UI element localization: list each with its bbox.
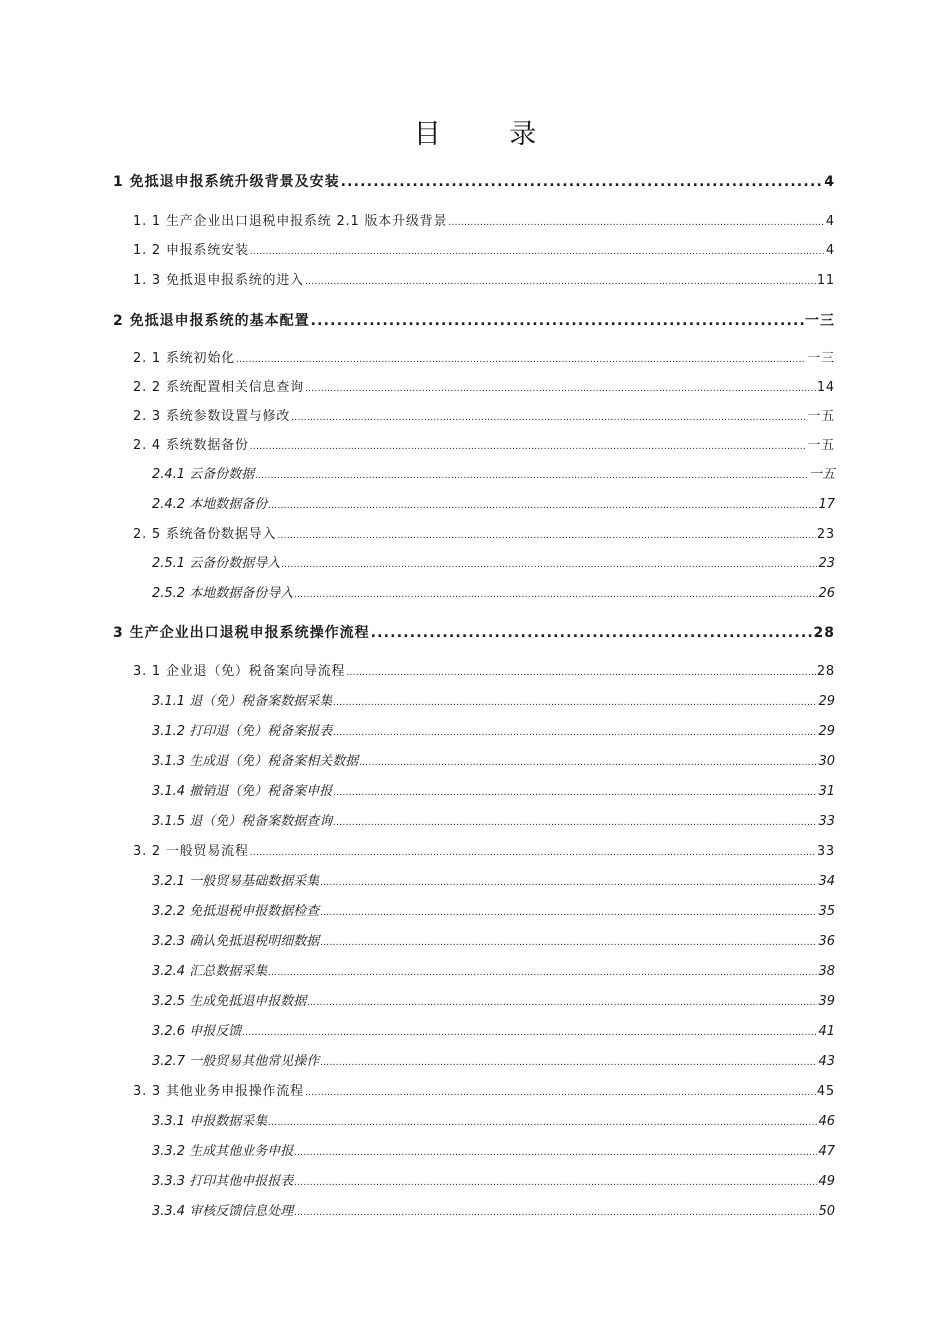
toc-entry-page: 31: [818, 784, 835, 799]
dot-leader: [320, 931, 817, 954]
dot-leader: [268, 1111, 817, 1134]
toc-entry-level2[interactable]: [133, 1081, 835, 1103]
toc-entry-level2[interactable]: [133, 211, 835, 233]
toc-entry-page: 43: [818, 1054, 835, 1069]
toc-entry-level3[interactable]: [152, 811, 835, 833]
toc-entry-page: 46: [818, 1114, 835, 1129]
dot-leader: [268, 494, 817, 517]
toc-entry-page: 4: [824, 174, 835, 190]
toc-entry-page: 47: [818, 1144, 835, 1159]
toc-entry-label: 3 生产企业出口退税申报系统操作流程: [113, 625, 370, 641]
toc-entry-label: 3.1.2 打印退（免）税备案报表: [152, 724, 333, 739]
toc-entry-page: 33: [818, 814, 835, 829]
toc-entry-label: 3. 3 其他业务申报操作流程: [133, 1084, 304, 1099]
toc-entry-label: 3.2.2 免抵退税申报数据检查: [152, 904, 320, 919]
dot-leader: [305, 1081, 816, 1104]
toc-entry-page: 11: [816, 273, 835, 288]
dot-leader: [320, 871, 817, 894]
toc-entry-level3[interactable]: [152, 961, 835, 983]
toc-entry-page: 一三: [805, 313, 835, 329]
toc-entry-level3[interactable]: [152, 1171, 835, 1193]
toc-entry-level2[interactable]: [133, 270, 835, 292]
dot-leader: [255, 464, 808, 487]
toc-entry-label: 3.1.5 退（免）税备案数据查询: [152, 814, 333, 829]
dot-leader: [291, 406, 806, 429]
toc-entry-page: 4: [825, 214, 835, 229]
toc-entry-page: 一五: [807, 438, 835, 453]
dot-leader: [333, 781, 817, 804]
toc-entry-label: 3.3.1 申报数据采集: [152, 1114, 268, 1129]
toc-entry-label: 3.2.4 汇总数据采集: [152, 964, 268, 979]
toc-entry-level2[interactable]: [133, 841, 835, 863]
toc-entry-label: 1. 1 生产企业出口退税申报系统 2.1 版本升级背景: [133, 214, 448, 229]
dot-leader: [250, 435, 807, 458]
toc-entry-level2[interactable]: [133, 524, 835, 546]
toc-entry-level3[interactable]: [152, 1201, 835, 1223]
toc-entry-label: 3.1.4 撤销退（免）税备案申报: [152, 784, 333, 799]
toc-entry-page: 一五: [807, 409, 835, 424]
toc-entry-page: 39: [818, 994, 835, 1009]
toc-entry-page: 29: [818, 694, 835, 709]
toc-entry-page: 38: [818, 964, 835, 979]
toc-entry-label: 2.4.2 本地数据备份: [152, 497, 268, 512]
toc-entry-page: 17: [818, 497, 835, 512]
dot-leader: [250, 240, 825, 263]
toc-entry-label: 1 免抵退申报系统升级背景及安装: [113, 174, 340, 190]
toc-entry-label: 1. 2 申报系统安装: [133, 243, 249, 258]
dot-leader: [294, 1201, 817, 1224]
dot-leader: [333, 721, 817, 744]
page-title: 目 录: [413, 119, 567, 150]
toc-entry-page: 45: [816, 1084, 835, 1099]
toc-entry-page: 35: [818, 904, 835, 919]
toc-entry-label: 2. 3 系统参数设置与修改: [133, 409, 291, 424]
toc-entry-label: 3.2.5 生成免抵退申报数据: [152, 994, 307, 1009]
toc-entry-label: 3.1.3 生成退（免）税备案相关数据: [152, 754, 359, 769]
dot-leader: [307, 991, 817, 1014]
toc-entry-label: 3.2.3 确认免抵退税明细数据: [152, 934, 320, 949]
toc-entry-page: 28: [813, 625, 835, 641]
toc-entry-label: 2.4.1 云备份数据: [152, 467, 255, 482]
toc-entry-level3[interactable]: [152, 464, 835, 486]
toc-entry-level2[interactable]: [133, 661, 835, 683]
dot-leader: [294, 583, 817, 606]
dot-leader: [448, 211, 825, 234]
toc-entry-level3[interactable]: [152, 1051, 835, 1073]
toc-entry-label: 2. 4 系统数据备份: [133, 438, 249, 453]
toc-entry-page: 一三: [807, 351, 835, 366]
dot-leader: [277, 524, 816, 547]
toc-entry-level3[interactable]: [152, 583, 835, 605]
dot-leader: [294, 1141, 817, 1164]
toc-entry-page: 34: [818, 874, 835, 889]
toc-entry-level3[interactable]: [152, 991, 835, 1013]
toc-entry-label: 1. 3 免抵退申报系统的进入: [133, 273, 304, 288]
toc-entry-label: 3.3.3 打印其他申报报表: [152, 1174, 294, 1189]
toc-entry-label: 3.1.1 退（免）税备案数据采集: [152, 694, 333, 709]
toc-entry-level1[interactable]: [113, 310, 835, 332]
toc-entry-level3[interactable]: [152, 901, 835, 923]
toc-entry-page: 28: [816, 664, 835, 679]
toc-entry-page: 30: [818, 754, 835, 769]
dot-leader: [371, 622, 813, 644]
dot-leader: [281, 553, 817, 576]
toc-entry-label: 3. 1 企业退（免）税备案向导流程: [133, 664, 346, 679]
toc-entry-level3[interactable]: [152, 931, 835, 953]
toc-entry-label: 2. 2 系统配置相关信息查询: [133, 380, 304, 395]
dot-leader: [305, 270, 816, 293]
toc-entry-level3[interactable]: [152, 553, 835, 575]
dot-leader: [236, 348, 806, 371]
dot-leader: [311, 310, 804, 332]
toc-entry-label: 2.5.2 本地数据备份导入: [152, 586, 294, 601]
toc-entry-label: 2.5.1 云备份数据导入: [152, 556, 281, 571]
dot-leader: [320, 1051, 817, 1074]
toc-entry-page: 14: [816, 380, 835, 395]
dot-leader: [268, 961, 817, 984]
toc-entry-page: 26: [818, 586, 835, 601]
dot-leader: [346, 661, 816, 684]
toc-entry-label: 3.3.2 生成其他业务申报: [152, 1144, 294, 1159]
toc-entry-level1[interactable]: [113, 171, 835, 193]
toc-entry-page: 4: [825, 243, 835, 258]
dot-leader: [242, 1021, 817, 1044]
toc-entry-level3[interactable]: [152, 1111, 835, 1133]
dot-leader: [359, 751, 817, 774]
toc-entry-page: 41: [818, 1024, 835, 1039]
toc-entry-level3[interactable]: [152, 1141, 835, 1163]
toc-entry-page: 23: [816, 527, 835, 542]
dot-leader: [320, 901, 817, 924]
toc-entry-page: 29: [818, 724, 835, 739]
toc-entry-level2[interactable]: [133, 348, 835, 370]
toc-entry-level3[interactable]: [152, 721, 835, 743]
toc-entry-page: 49: [818, 1174, 835, 1189]
toc-entry-level2[interactable]: [133, 377, 835, 399]
toc-entry-page: 50: [818, 1204, 835, 1219]
toc-entry-level3[interactable]: [152, 751, 835, 773]
dot-leader: [305, 377, 816, 400]
toc-entry-level2[interactable]: [133, 240, 835, 262]
toc-entry-label: 3.2.7 一般贸易其他常见操作: [152, 1054, 320, 1069]
toc-entry-level2[interactable]: [133, 406, 835, 428]
toc-entry-level3[interactable]: [152, 781, 835, 803]
toc-entry-label: 3.3.4 审核反馈信息处理: [152, 1204, 294, 1219]
toc-entry-level3[interactable]: [152, 494, 835, 516]
toc-entry-level3[interactable]: [152, 871, 835, 893]
toc-entry-label: 3.2.6 申报反馈: [152, 1024, 242, 1039]
dot-leader: [341, 171, 824, 193]
dot-leader: [250, 841, 816, 864]
dot-leader: [333, 691, 817, 714]
toc-entry-level3[interactable]: [152, 691, 835, 713]
toc-entry-label: 3.2.1 一般贸易基础数据采集: [152, 874, 320, 889]
toc-entry-label: 2 免抵退申报系统的基本配置: [113, 313, 310, 329]
toc-entry-label: 3. 2 一般贸易流程: [133, 844, 249, 859]
dot-leader: [294, 1171, 817, 1194]
toc-entry-level1[interactable]: [113, 622, 835, 644]
toc-entry-label: 2. 1 系统初始化: [133, 351, 235, 366]
dot-leader: [333, 811, 817, 834]
toc-entry-page: 23: [818, 556, 835, 571]
toc-entry-level2[interactable]: [133, 435, 835, 457]
toc-entry-page: 一五: [808, 467, 835, 482]
toc-entry-label: 2. 5 系统备份数据导入: [133, 527, 277, 542]
toc-entry-level3[interactable]: [152, 1021, 835, 1043]
toc-entry-page: 36: [818, 934, 835, 949]
toc-entry-page: 33: [816, 844, 835, 859]
